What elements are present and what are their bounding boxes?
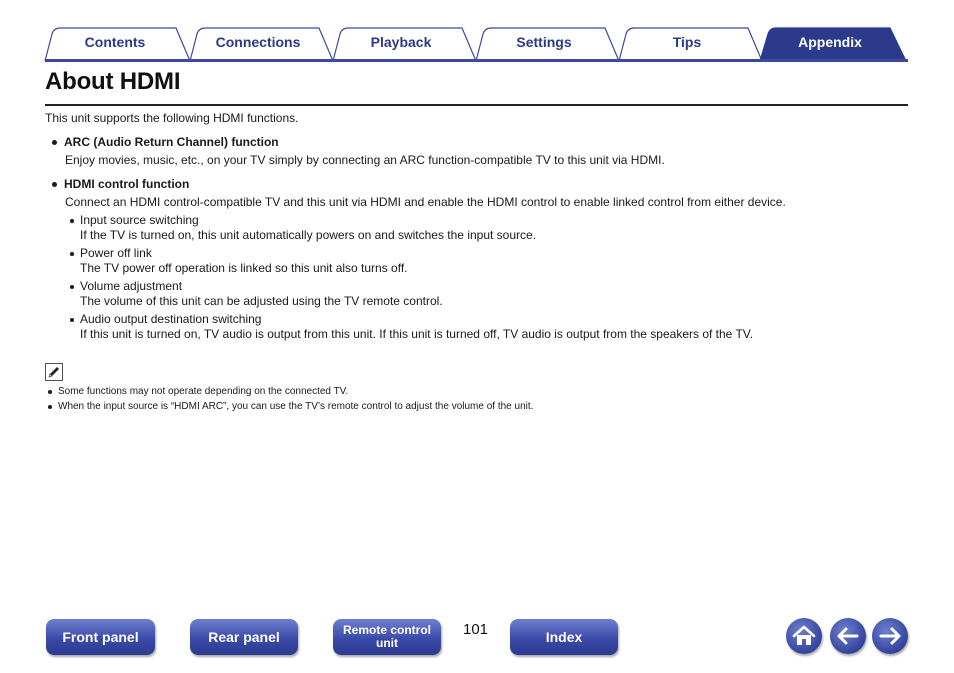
section-body-hdmi-control: Connect an HDMI control-compatible TV and this unit via HDMI and enable the HDMI control to enable linked control from either device. bbox=[65, 195, 786, 209]
note-bullet-icon bbox=[48, 405, 52, 409]
forward-button[interactable] bbox=[872, 618, 908, 654]
tab-baseline bbox=[45, 59, 908, 62]
sub-bullet-icon bbox=[70, 252, 74, 256]
index-button[interactable] bbox=[510, 619, 618, 655]
bullet-icon bbox=[52, 182, 57, 187]
list-item-title: Audio output destination switching bbox=[80, 312, 262, 326]
rear-panel-label: Rear panel bbox=[208, 629, 280, 645]
section-heading-arc: ARC (Audio Return Channel) function bbox=[64, 135, 279, 149]
page-title: About HDMI bbox=[45, 68, 181, 95]
list-item-title: Power off link bbox=[80, 246, 152, 260]
tab-playback[interactable]: Playback bbox=[370, 34, 432, 50]
pencil-icon bbox=[45, 363, 63, 381]
tab-tips[interactable]: Tips bbox=[672, 34, 702, 50]
title-divider bbox=[45, 104, 908, 106]
list-item-desc: The TV power off operation is linked so this unit also turns off. bbox=[80, 261, 408, 275]
remote-control-unit-button[interactable] bbox=[333, 619, 441, 655]
tab-settings[interactable]: Settings bbox=[516, 34, 572, 50]
home-icon bbox=[786, 618, 822, 654]
note-bullet-icon bbox=[48, 390, 52, 394]
front-panel-label: Front panel bbox=[62, 629, 139, 645]
tab-contents[interactable]: Contents bbox=[84, 34, 146, 50]
list-item-desc: If the TV is turned on, this unit automatically powers on and switches the input source. bbox=[80, 228, 537, 242]
page-number: 101 bbox=[463, 621, 489, 638]
rear-panel-button[interactable] bbox=[190, 619, 298, 655]
tab-appendix[interactable]: Appendix bbox=[798, 34, 862, 50]
sub-bullet-icon bbox=[70, 285, 74, 289]
list-item-desc: If this unit is turned on, TV audio is output from this unit. If this unit is turned off, TV audio is output from the speakers of the TV. bbox=[80, 327, 754, 341]
note-item: When the input source is “HDMI ARC”, you can use the TV’s remote control to adjust the volume of the unit. bbox=[58, 401, 534, 412]
sub-bullet-icon bbox=[70, 219, 74, 223]
tab-bar bbox=[0, 0, 954, 64]
sub-bullet-icon bbox=[70, 318, 74, 322]
index-label: Index bbox=[545, 629, 583, 645]
front-panel-button[interactable] bbox=[46, 619, 155, 655]
home-button[interactable] bbox=[786, 618, 822, 654]
note-item: Some functions may not operate depending on the connected TV. bbox=[58, 386, 349, 397]
list-item-title: Input source switching bbox=[80, 213, 199, 227]
intro-text: This unit supports the following HDMI functions. bbox=[45, 111, 299, 125]
arrow-right-icon bbox=[872, 618, 908, 654]
back-button[interactable] bbox=[830, 618, 866, 654]
pencil-glyph bbox=[46, 364, 62, 380]
remote-control-label-line2: unit bbox=[376, 636, 398, 650]
tab-connections[interactable]: Connections bbox=[215, 34, 301, 50]
bullet-icon bbox=[52, 140, 57, 145]
list-item-title: Volume adjustment bbox=[80, 279, 183, 293]
remote-control-label-line1: Remote control bbox=[342, 623, 431, 637]
list-item-desc: The volume of this unit can be adjusted using the TV remote control. bbox=[80, 294, 443, 308]
section-heading-hdmi-control: HDMI control function bbox=[64, 177, 190, 191]
arrow-left-icon bbox=[830, 618, 866, 654]
tab-shapes bbox=[0, 0, 954, 64]
section-body-arc: Enjoy movies, music, etc., on your TV simply by connecting an ARC function-compatible TV to this unit via HDMI. bbox=[65, 153, 665, 167]
